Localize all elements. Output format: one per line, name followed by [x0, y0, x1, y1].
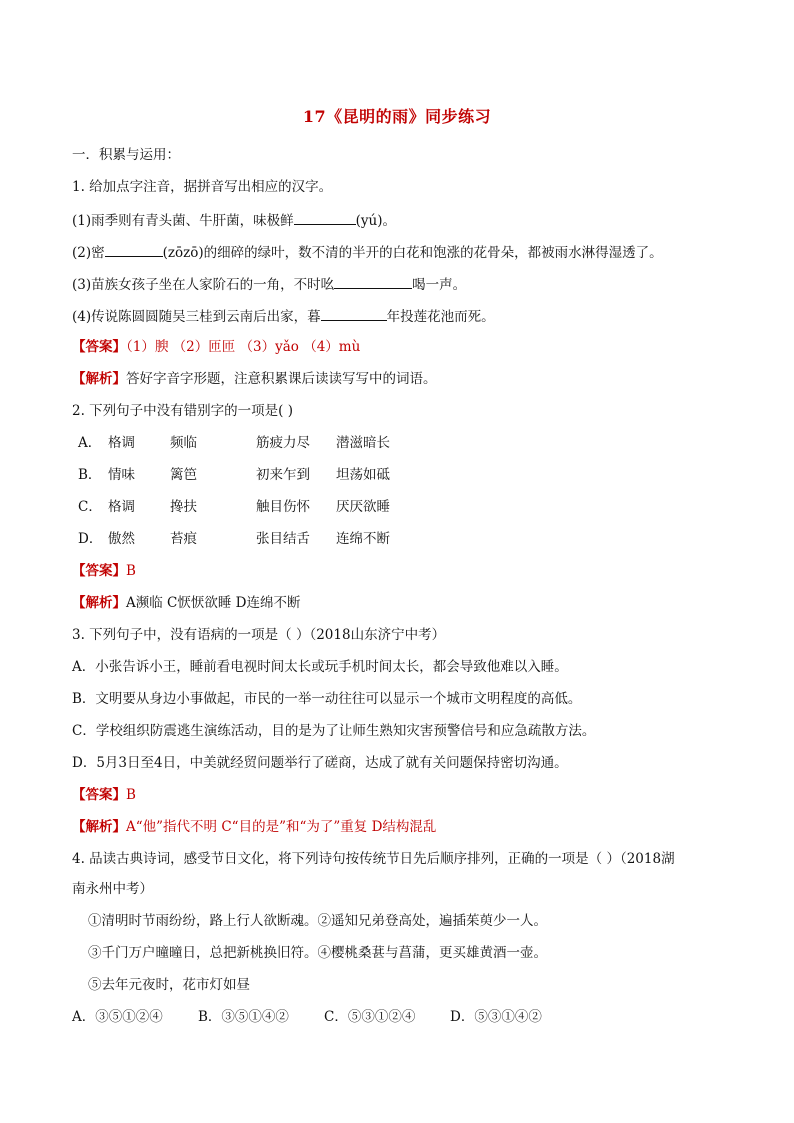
item-text: 年投莲花池而死。 [386, 309, 495, 325]
answer-text: B [126, 563, 136, 579]
fill-blank [334, 274, 412, 289]
choice-d: D．⑤③①④② [450, 1009, 542, 1025]
question-1-item-3 [72, 274, 734, 294]
option-word: 频临 [170, 435, 197, 451]
fill-blank [105, 242, 163, 257]
option-letter: C． [78, 499, 102, 515]
option-row [78, 530, 426, 548]
question-1-stem: 1. 给加点字注音，据拼音写出相应的汉字。 [72, 179, 333, 195]
question-4-stem: 4. 品读古典诗词，感受节日文化，将下列诗句按传统节日先后顺序排列，正确的一项是（ ）（2018湖 [72, 851, 675, 867]
question-1-analysis [72, 370, 734, 388]
option-word: 厌厌欲睡 [336, 499, 390, 515]
poem-line: ⑤去年元夜时，花市灯如昼 [88, 977, 250, 993]
item-text: (3)苗族女孩子坐在人家阶石的一角，不时吆 [72, 277, 335, 293]
option-word: 坦荡如砥 [336, 467, 390, 483]
item-text: (zōzō)的细碎的绿叶，数不清的半开的白花和饱涨的花骨朵，都被雨水淋得湿透了。 [162, 245, 663, 261]
question-4-choices [72, 1008, 734, 1026]
answer-label: 【答案】 [72, 339, 126, 355]
option-word: 筋疲力尽 [256, 435, 310, 451]
fill-blank [321, 306, 387, 321]
option-letter: B． [78, 467, 102, 483]
option-row [78, 434, 426, 452]
option-word: 潜滋暗长 [336, 435, 390, 451]
analysis-label: 【解析】 [72, 371, 126, 387]
question-3-answer [72, 786, 734, 804]
option-letter: A． [78, 435, 102, 451]
option-word: 连绵不断 [336, 531, 390, 547]
section-heading: 一．积累与运用： [72, 147, 180, 163]
option-word: 情味 [108, 467, 135, 483]
question-1-item-1 [72, 210, 734, 230]
option-word: 傲然 [108, 531, 135, 547]
analysis-text: 答好字音字形题，注意积累课后读读写写中的词语。 [126, 371, 437, 387]
item-text: (1)雨季则有青头菌、牛肝菌，味极鲜 [72, 213, 294, 229]
analysis-label: 【解析】 [72, 595, 126, 611]
analysis-label: 【解析】 [72, 819, 126, 835]
option-word: 篱笆 [170, 467, 197, 483]
option-word: 搀扶 [170, 499, 197, 515]
option-word: 张目结舌 [256, 531, 310, 547]
question-2-analysis [72, 594, 734, 612]
question-3-option-d: D．5月3日至4日，中美就经贸问题举行了磋商，达成了就有关问题保持密切沟通。 [72, 755, 568, 771]
question-1-item-2 [72, 242, 734, 262]
item-text: (yú)。 [355, 213, 396, 229]
item-text: (4)传说陈圆圆随吴三桂到云南后出家，暮 [72, 309, 321, 325]
fill-blank [294, 210, 356, 225]
poem-line: ①清明时节雨纷纷，路上行人欲断魂。②遥知兄弟登高处，遍插茱萸少一人。 [88, 913, 547, 929]
option-word: 触目伤怀 [256, 499, 310, 515]
option-word: 初来乍到 [256, 467, 310, 483]
option-row [78, 466, 426, 484]
item-text: 喝一声。 [412, 277, 467, 293]
item-text: (2)密 [72, 245, 105, 261]
question-2-answer [72, 562, 734, 580]
analysis-text: A“他”指代不明 C“目的是”和“为了”重复 D结构混乱 [126, 819, 437, 835]
option-row [78, 498, 426, 516]
question-3-option-c: C．学校组织防震逃生演练活动，目的是为了让师生熟知灾害预警信号和应急疏散方法。 [72, 723, 596, 739]
answer-label: 【答案】 [72, 787, 126, 803]
choice-c: C．⑤③①②④ [324, 1009, 416, 1025]
question-2-stem: 2. 下列句子中没有错别字的一项是( ) [72, 403, 293, 419]
answer-text: B [126, 787, 136, 803]
question-1-item-4 [72, 306, 734, 326]
answer-text: （1）腴 （2）匝匝 （3）yǎo （4）mù [126, 339, 361, 355]
poem-line: ③千门万户曈曈日，总把新桃换旧符。④樱桃桑葚与菖蒲，更买雄黄酒一壶。 [88, 945, 547, 961]
choice-b: B．③⑤①④② [198, 1009, 289, 1025]
analysis-text: A濒临 C恹恹欲睡 D连绵不断 [126, 595, 301, 611]
question-3-option-b: B．文明要从身边小事做起，市民的一举一动往往可以显示一个城市文明程度的高低。 [72, 691, 582, 707]
question-3-analysis [72, 818, 734, 836]
choice-a: A．③⑤①②④ [72, 1009, 163, 1025]
option-word: 格调 [108, 435, 135, 451]
option-word: 格调 [108, 499, 135, 515]
question-4-stem-continued: 南永州中考） [72, 881, 153, 897]
answer-label: 【答案】 [72, 563, 126, 579]
question-3-stem: 3. 下列句子中，没有语病的一项是（ ）（2018山东济宁中考） [72, 627, 446, 643]
page-title: 17《昆明的雨》同步练习 [302, 107, 492, 126]
question-3-option-a: A．小张告诉小王，睡前看电视时间太长或玩手机时间太长，都会导致他难以入睡。 [72, 659, 568, 675]
option-word: 苔痕 [170, 531, 197, 547]
question-1-answer [72, 338, 734, 356]
option-letter: D． [78, 531, 103, 547]
